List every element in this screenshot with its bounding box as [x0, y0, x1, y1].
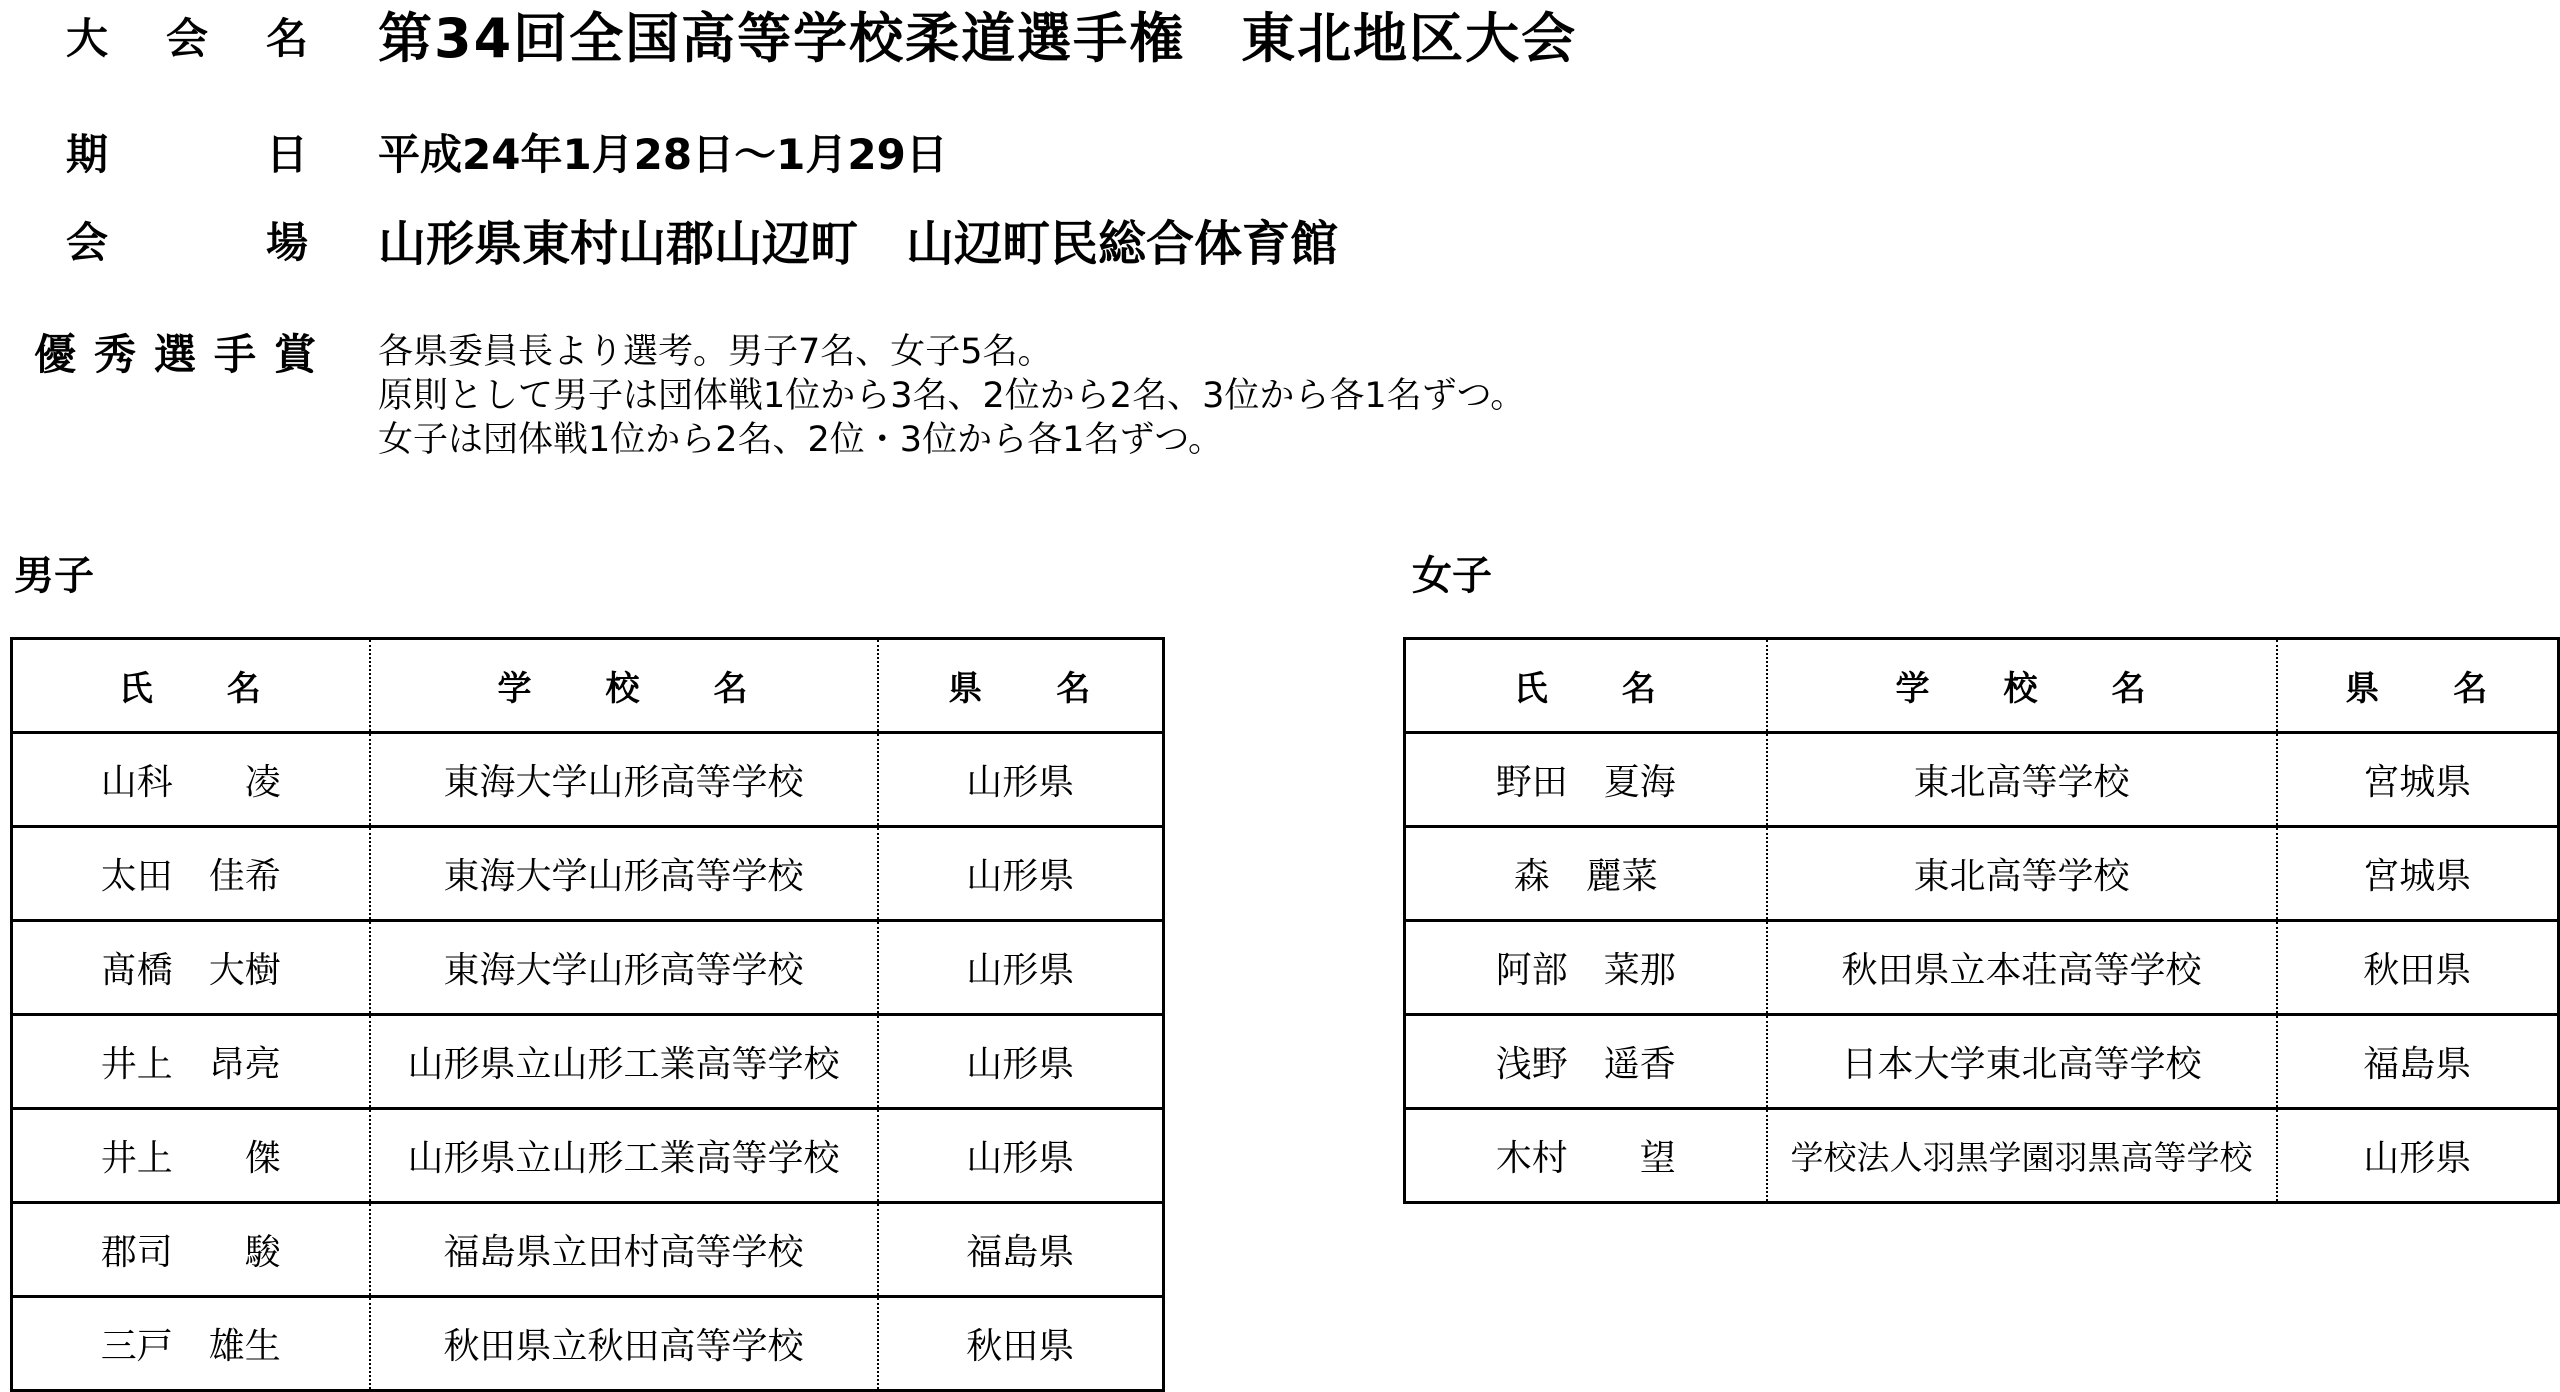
men-table — [10, 637, 1165, 1392]
col-header-school: 学 校 名 — [370, 639, 878, 733]
col-header-prefecture: 県 名 — [878, 639, 1164, 733]
table-row — [1405, 1015, 2559, 1109]
school-name: 学校法人羽黒学園羽黒高等学校 — [1767, 1109, 2277, 1203]
school-name: 秋田県立秋田高等学校 — [370, 1297, 878, 1391]
award-line-2: 原則として男子は団体戦1位から3名、2位から2名、3位から各1名ずつ。 — [378, 376, 1526, 416]
table-row — [12, 1203, 1164, 1297]
award-label: 優秀選手賞 — [34, 330, 335, 379]
date-value: 平成24年1月28日～1月29日 — [378, 130, 948, 179]
athlete-name: 野田 夏海 — [1405, 733, 1767, 827]
venue-value: 山形県東村山郡山辺町 山辺町民総合体育館 — [378, 216, 1339, 272]
school-name: 日本大学東北高等学校 — [1767, 1015, 2277, 1109]
athlete-name: 三戸 雄生 — [100, 1326, 281, 1367]
table-row — [12, 1297, 1164, 1391]
athlete-name: 井上 傑 — [12, 1109, 370, 1203]
table-row — [12, 921, 1164, 1015]
men-section-title: 男子 — [14, 553, 94, 599]
school-name: 秋田県立本荘高等学校 — [1767, 921, 2277, 1015]
athlete-name: 郡司 駿 — [12, 1203, 370, 1297]
table-row — [12, 733, 1164, 827]
award-line-1: 各県委員長より選考。男子7名、女子5名。 — [378, 332, 1053, 372]
school-name: 東海大学山形高等学校 — [370, 827, 878, 921]
prefecture: 秋田県 — [878, 1297, 1164, 1391]
prefecture: 宮城県 — [2277, 733, 2559, 827]
athlete-name: 森 麗菜 — [1405, 827, 1767, 921]
col-header-prefecture: 県 名 — [2277, 639, 2559, 733]
table-row — [12, 827, 1164, 921]
table-row — [12, 1109, 1164, 1203]
tournament-label: 大 会 名 — [66, 14, 317, 63]
tournament-name: 第34回全国高等学校柔道選手権 東北地区大会 — [378, 7, 1578, 70]
prefecture: 山形県 — [878, 733, 1164, 827]
venue-label: 会 場 — [66, 218, 317, 267]
prefecture: 山形県 — [878, 827, 1164, 921]
table-row — [1405, 827, 2559, 921]
athlete-name: 井上 昂亮 — [12, 1015, 370, 1109]
athlete-name: 髙橋 大樹 — [12, 921, 370, 1015]
col-header-name: 氏 名 — [1405, 639, 1767, 733]
table-row — [12, 1015, 1164, 1109]
athlete-name: 木村 望 — [1495, 1138, 1676, 1179]
athlete-name: 太田 佳希 — [12, 827, 370, 921]
col-header-school: 学 校 名 — [1767, 639, 2277, 733]
athlete-name: 山科 凌 — [12, 733, 370, 827]
women-table — [1403, 637, 2560, 1204]
athlete-name: 阿部 菜那 — [1405, 921, 1767, 1015]
col-header-name: 氏 名 — [12, 639, 370, 733]
date-label: 期 日 — [66, 130, 317, 179]
school-name: 福島県立田村高等学校 — [370, 1203, 878, 1297]
prefecture: 福島県 — [878, 1203, 1164, 1297]
school-name: 東北高等学校 — [1767, 827, 2277, 921]
men-table-header — [12, 639, 1164, 733]
award-line-3: 女子は団体戦1位から2名、2位・3位から各1名ずつ。 — [378, 420, 1223, 460]
prefecture: 山形県 — [878, 921, 1164, 1015]
prefecture: 福島県 — [2277, 1015, 2559, 1109]
school-name: 東海大学山形高等学校 — [370, 921, 878, 1015]
school-name: 東海大学山形高等学校 — [370, 733, 878, 827]
women-table-header — [1405, 639, 2559, 733]
prefecture: 山形県 — [878, 1109, 1164, 1203]
prefecture: 山形県 — [2277, 1109, 2559, 1203]
athlete-name: 浅野 遥香 — [1405, 1015, 1767, 1109]
table-row — [1405, 1109, 2559, 1203]
school-name: 山形県立山形工業高等学校 — [370, 1109, 878, 1203]
prefecture: 秋田県 — [2277, 921, 2559, 1015]
table-row — [1405, 921, 2559, 1015]
table-row — [1405, 733, 2559, 827]
school-name: 東北高等学校 — [1767, 733, 2277, 827]
prefecture: 宮城県 — [2277, 827, 2559, 921]
women-section-title: 女子 — [1412, 553, 1492, 599]
school-name: 山形県立山形工業高等学校 — [370, 1015, 878, 1109]
prefecture: 山形県 — [878, 1015, 1164, 1109]
